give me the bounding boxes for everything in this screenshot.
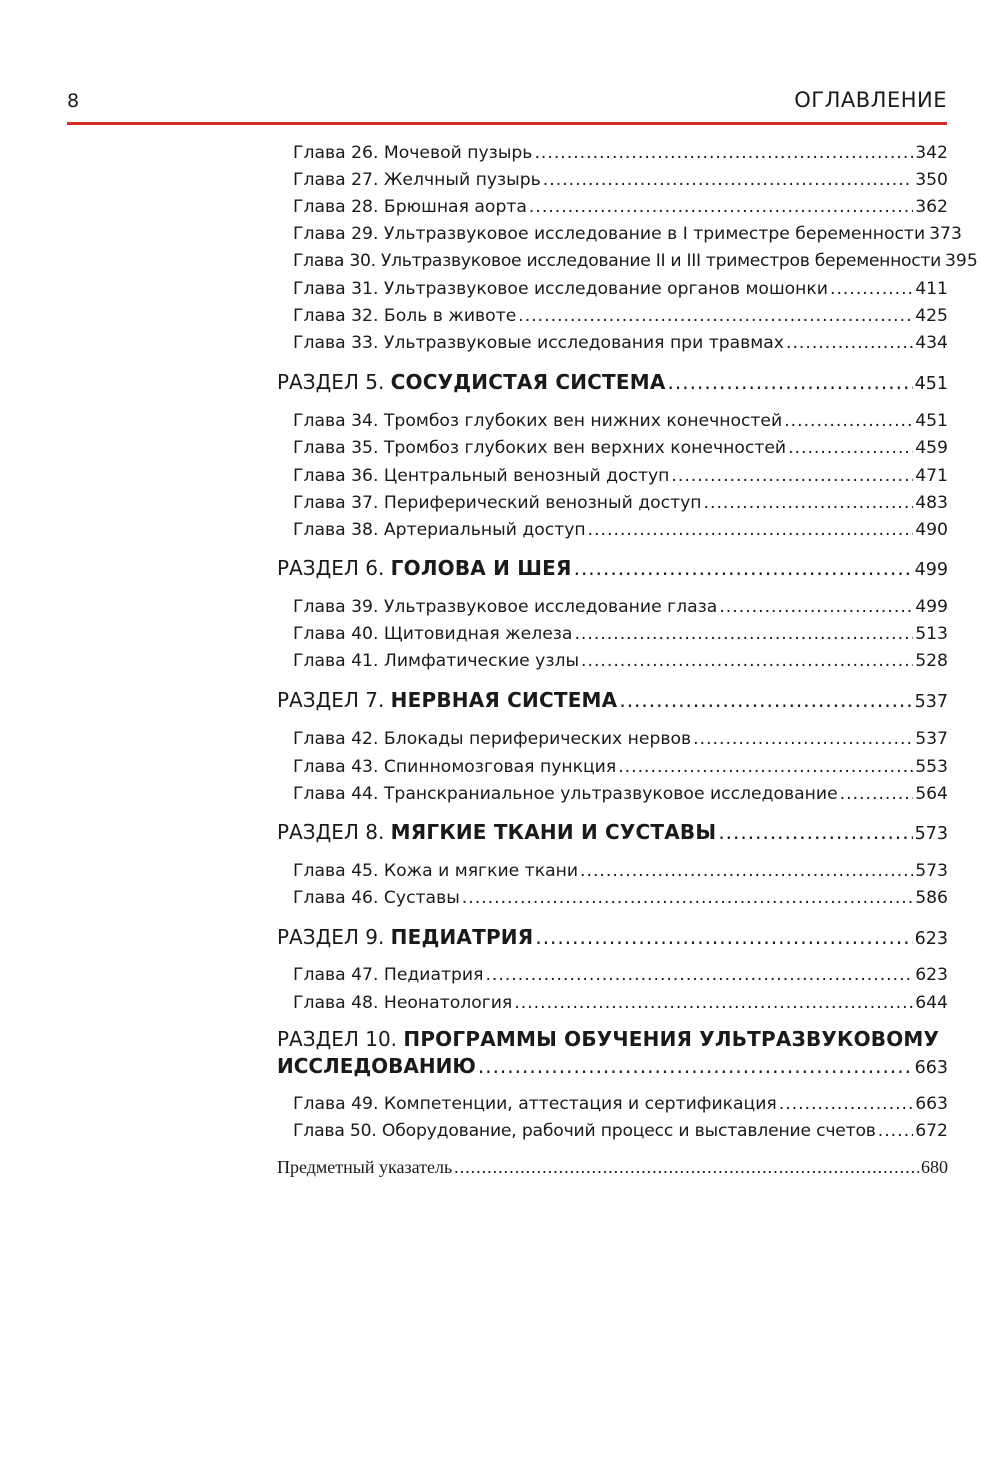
toc-entry-page: 362 [915,197,948,217]
toc-entry-label: Глава 41. Лимфатические узлы [293,651,580,671]
toc-entry-chapter-28[interactable] [293,197,948,217]
toc-entry-chapter-43[interactable] [293,757,948,777]
toc-entry-page: 553 [915,757,948,777]
section-title-line2: ИССЛЕДОВАНИЮ [277,1054,476,1078]
leader-dots [830,279,913,299]
toc-entry-chapter-48[interactable] [293,993,948,1013]
toc-entry-chapter-46[interactable] [293,888,948,908]
toc-entry-page: 411 [915,279,948,299]
leader-dots [454,1157,919,1178]
toc-entry-page: 537 [915,729,948,749]
toc-entry-page: 680 [921,1157,948,1177]
leader-dots [619,688,912,712]
leader-dots [580,861,913,881]
toc-entry-label: Глава 49. Компетенции, аттестация и сертификация [293,1094,777,1114]
toc-entry-label: Глава 32. Боль в животе [293,306,517,326]
toc-entry-page: 564 [915,784,948,804]
leader-dots [574,624,913,644]
toc-entry-label: Глава 46. Суставы [293,888,460,908]
leader-dots [588,520,914,540]
leader-dots [543,170,913,190]
toc-entry-label: Глава 39. Ультразвуковое исследование глаза [293,597,718,617]
toc-section-10-line1[interactable] [277,1027,948,1051]
toc-entry-chapter-27[interactable] [293,170,948,190]
toc-entry-label: Глава 43. Спинномозговая пункция [293,757,617,777]
leader-dots [668,370,913,394]
leader-dots [478,1054,913,1078]
section-prefix: РАЗДЕЛ 7. [277,688,385,712]
toc-entry-label: Глава 36. Центральный венозный доступ [293,466,670,486]
toc-section-8[interactable] [277,820,948,844]
toc-entry-chapter-26[interactable] [293,143,948,163]
leader-dots [671,466,913,486]
toc-entry-page: 483 [915,493,948,513]
toc-entry-label: Предметный указатель [277,1157,453,1177]
toc-entry-page: 513 [915,624,948,644]
section-title: НЕРВНАЯ СИСТЕМА [390,688,618,712]
toc-entry-page: 459 [915,438,948,458]
leader-dots [788,438,913,458]
toc-entry-page: 663 [914,1058,948,1078]
toc-section-6[interactable] [277,556,948,580]
leader-dots [719,597,913,617]
section-prefix: РАЗДЕЛ 6. [277,556,385,580]
section-prefix: РАЗДЕЛ 8. [277,820,385,844]
toc-entry-label: Глава 37. Периферический венозный доступ [293,493,702,513]
toc-entry-chapter-34[interactable] [293,411,948,431]
toc-entry-label: Глава 30. Ультразвуковое исследование II и III триместров беременности [293,251,941,271]
page-number: 8 [67,90,80,112]
section-title: ГОЛОВА И ШЕЯ [390,556,572,580]
toc-entry-label: Глава 31. Ультразвуковое исследование органов мошонки [293,279,828,299]
toc-entry-page: 373 [929,224,962,244]
toc-entry-chapter-35[interactable] [293,438,948,458]
toc-entry-page: 471 [915,466,948,486]
toc-entry-label: Глава 33. Ультразвуковые исследования при травмах [293,333,784,353]
toc-entry-chapter-29[interactable] [293,224,962,244]
toc-entry-label: Глава 48. Неонатология [293,993,513,1013]
toc-entry-chapter-31[interactable] [293,279,948,299]
toc-entry-chapter-40[interactable] [293,624,948,644]
toc-entry-label: Глава 26. Мочевой пузырь [293,143,533,163]
running-title: ОГЛАВЛЕНИЕ [794,88,947,112]
toc-entry-page: 586 [915,888,948,908]
leader-dots [718,820,912,844]
toc-entry-chapter-32[interactable] [293,306,948,326]
section-title-line1: ПРОГРАММЫ ОБУЧЕНИЯ УЛЬТРАЗВУКОВОМУ [403,1027,940,1051]
toc-entry-chapter-42[interactable] [293,729,948,749]
leader-dots [518,306,913,326]
toc-entry-page: 350 [915,170,948,190]
leader-dots [784,411,913,431]
leader-dots [574,556,913,580]
toc-entry-label: Глава 29. Ультразвуковое исследование в I триместре беременности [293,224,926,244]
leader-dots [534,143,913,163]
section-prefix: РАЗДЕЛ 9. [277,925,385,949]
toc-entry-page: 490 [915,520,948,540]
toc-entry-label: Глава 44. Транскраниальное ультразвуковое исследование [293,784,838,804]
toc-entry-chapter-36[interactable] [293,466,948,486]
leader-dots [779,1094,913,1114]
leader-dots [704,493,914,513]
toc-entry-page: 499 [915,597,948,617]
toc-entry-page: 644 [915,993,948,1013]
toc-entry-label: Глава 38. Артериальный доступ [293,520,586,540]
toc-entry-page: 672 [915,1121,948,1141]
toc-entry-label: Глава 40. Щитовидная железа [293,624,573,644]
toc-entry-chapter-45[interactable] [293,861,948,881]
toc-entry-label: Глава 47. Педиатрия [293,965,484,985]
leader-dots [878,1121,913,1141]
toc-entry-page: 623 [914,929,948,949]
toc-entry-label: Глава 45. Кожа и мягкие ткани [293,861,579,881]
toc-entry-chapter-49[interactable] [293,1094,948,1114]
toc-entry-page: 528 [915,651,948,671]
toc-entry-chapter-37[interactable] [293,493,948,513]
toc-entry-label: Глава 27. Желчный пузырь [293,170,541,190]
toc-entry-label: Глава 28. Брюшная аорта [293,197,527,217]
section-prefix: РАЗДЕЛ 5. [277,370,385,394]
section-title: ПЕДИАТРИЯ [390,925,534,949]
toc-entry-chapter-30[interactable] [293,251,978,271]
toc-entry-chapter-47[interactable] [293,965,948,985]
toc-entry-page: 451 [915,411,948,431]
section-title: СОСУДИСТАЯ СИСТЕМА [390,370,666,394]
leader-dots [786,333,913,353]
leader-dots [840,784,914,804]
toc-entry-page: 573 [915,861,948,881]
toc-entry-page: 342 [915,143,948,163]
toc-section-9[interactable] [277,925,948,949]
leader-dots [581,651,913,671]
toc-entry-label: Глава 42. Блокады периферических нервов [293,729,692,749]
toc-entry-label: Глава 34. Тромбоз глубоких вен нижних конечностей [293,411,783,431]
leader-dots [693,729,913,749]
toc-entry-chapter-39[interactable] [293,597,948,617]
page-header [67,90,947,123]
section-prefix: РАЗДЕЛ 10. [277,1027,398,1051]
toc-entry-chapter-50[interactable] [293,1121,948,1141]
leader-dots [514,993,913,1013]
toc-entry-chapter-38[interactable] [293,520,948,540]
toc-entry-page: 434 [915,333,948,353]
toc-entry-page: 537 [914,692,948,712]
leader-dots [529,197,913,217]
leader-dots [535,925,912,949]
section-title: МЯГКИЕ ТКАНИ И СУСТАВЫ [390,820,717,844]
toc-entry-label: Глава 35. Тромбоз глубоких вен верхних конечностей [293,438,787,458]
leader-dots [618,757,913,777]
toc-entry-page: 573 [914,824,948,844]
toc-section-10-line2[interactable] [277,1054,948,1078]
toc-entry-page: 623 [915,965,948,985]
leader-dots [485,965,913,985]
toc-entry-page: 499 [914,560,948,580]
toc-entry-index[interactable] [277,1157,948,1178]
header-rule [67,122,947,125]
toc-section-5[interactable] [277,370,948,394]
toc-entry-page: 451 [914,374,948,394]
leader-dots [462,888,913,908]
toc-entry-page: 663 [915,1094,948,1114]
toc-entry-chapter-41[interactable] [293,651,948,671]
toc-entry-page: 425 [915,306,948,326]
toc-entry-chapter-44[interactable] [293,784,948,804]
toc-entry-label: Глава 50. Оборудование, рабочий процесс и выставление счетов [293,1121,876,1141]
toc-entry-page: 395 [944,251,978,271]
toc-section-7[interactable] [277,688,948,712]
toc-entry-chapter-33[interactable] [293,333,948,353]
